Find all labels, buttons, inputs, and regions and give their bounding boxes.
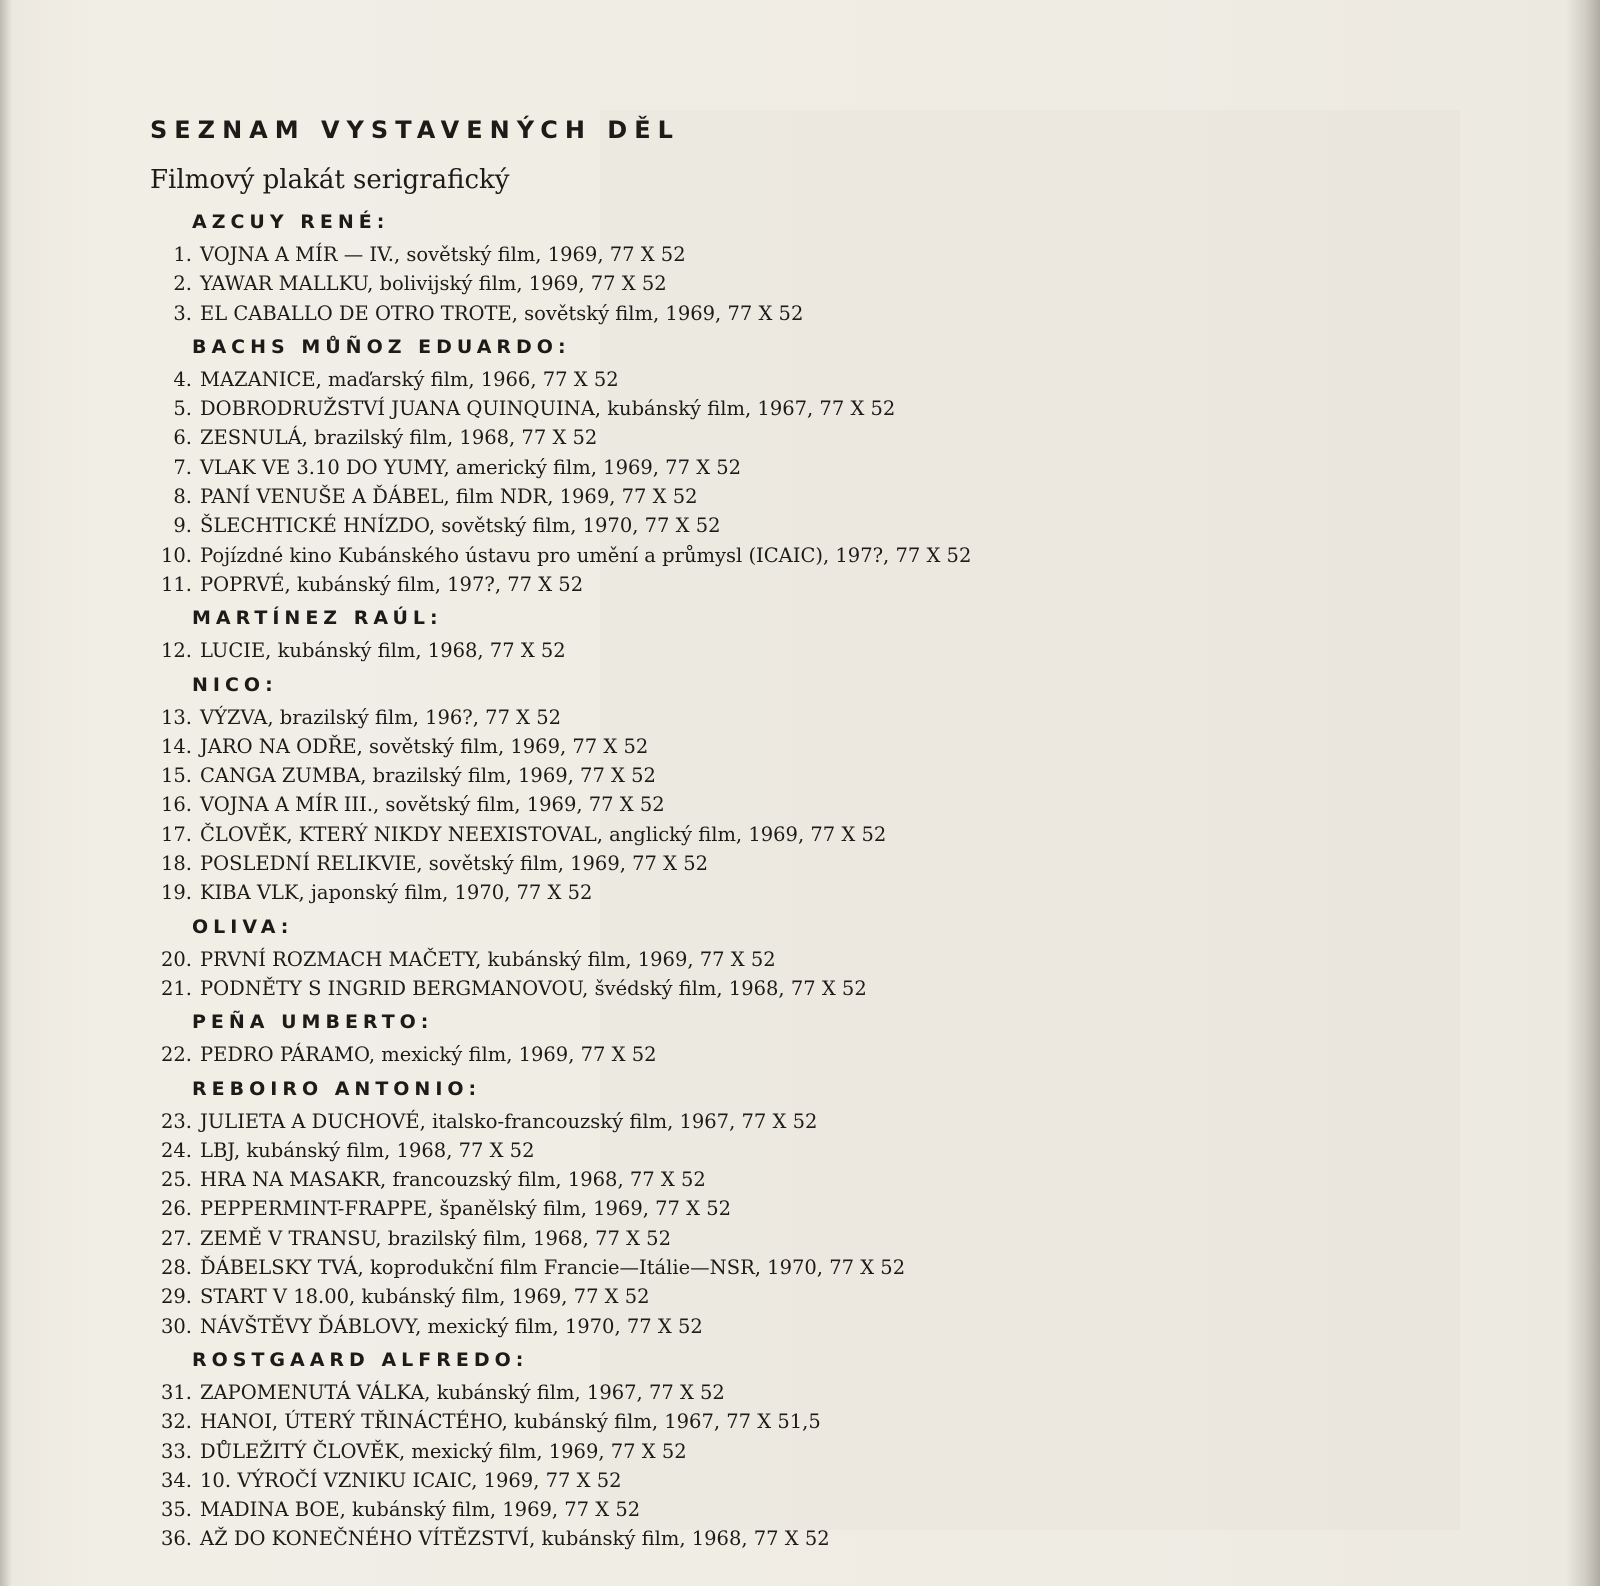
item-number: 19. — [160, 881, 192, 905]
item-number: 22. — [160, 1043, 192, 1067]
list-item — [150, 945, 1150, 974]
list-item — [150, 1407, 1150, 1436]
list-item — [150, 1466, 1150, 1495]
artist-group — [150, 1348, 1150, 1554]
artist-group — [150, 673, 1150, 908]
list-item — [150, 453, 1150, 482]
item-number: 3. — [173, 301, 192, 325]
list-item — [150, 1437, 1150, 1466]
list-item — [150, 849, 1150, 878]
artist-name: NICO: — [192, 673, 278, 696]
item-number: 7. — [173, 455, 192, 479]
item-text: ČLOVĚK, KTERÝ NIKDY NEEXISTOVAL, anglický film, 1969, 77 X 52 — [200, 822, 887, 846]
item-number: 33. — [160, 1439, 192, 1463]
artist-groups — [150, 210, 1150, 1554]
artist-group — [150, 1010, 1150, 1069]
item-text: VÝZVA, brazilský film, 196?, 77 X 52 — [200, 705, 562, 729]
item-number: 32. — [160, 1410, 192, 1434]
list-item — [150, 423, 1150, 452]
item-number: 11. — [160, 572, 192, 596]
item-number: 25. — [160, 1168, 192, 1192]
item-text: POSLEDNÍ RELIKVIE, sovětský film, 1969, 77 X 52 — [200, 852, 709, 876]
item-text: 10. VÝROČÍ VZNIKU ICAIC, 1969, 77 X 52 — [200, 1468, 622, 1492]
artist-group — [150, 1077, 1150, 1341]
list-item — [150, 1253, 1150, 1282]
item-text: PEDRO PÁRAMO, mexický film, 1969, 77 X 52 — [200, 1043, 657, 1067]
artist-name: PEÑA UMBERTO: — [192, 1011, 434, 1034]
item-number: 1. — [173, 243, 192, 266]
list-item — [150, 570, 1150, 599]
item-text: AŽ DO KONEČNÉHO VÍTĚZSTVÍ, kubánský film, 1968, 77 X 52 — [200, 1527, 830, 1551]
artist-group — [150, 210, 1150, 328]
list-item — [150, 511, 1150, 540]
list-item — [150, 1040, 1150, 1069]
item-text: ŠLECHTICKÉ HNÍZDO, sovětský film, 1970, 77 X 52 — [200, 514, 721, 538]
list-item — [150, 636, 1150, 665]
item-text: VLAK VE 3.10 DO YUMY, americký film, 1969, 77 X 52 — [200, 455, 742, 479]
list-item — [150, 820, 1150, 849]
item-text: PODNĚTY S INGRID BERGMANOVOU, švédský film, 1968, 77 X 52 — [200, 976, 867, 1000]
artist-group — [150, 915, 1150, 1004]
item-number: 10. — [160, 543, 192, 567]
item-number: 24. — [160, 1138, 192, 1162]
item-text: CANGA ZUMBA, brazilský film, 1969, 77 X 52 — [200, 764, 656, 788]
list-item — [150, 1194, 1150, 1223]
list-item — [150, 541, 1150, 570]
item-number: 15. — [160, 764, 192, 788]
item-number: 31. — [160, 1380, 192, 1404]
item-text: DŮLEŽITÝ ČLOVĚK, mexický film, 1969, 77 X 52 — [200, 1439, 687, 1463]
list-item — [150, 732, 1150, 761]
item-number: 26. — [160, 1197, 192, 1221]
item-text: Pojízdné kino Kubánského ústavu pro umění a průmysl (ICAIC), 197?, 77 X 52 — [200, 543, 972, 567]
item-number: 6. — [173, 426, 192, 450]
list-item — [150, 1136, 1150, 1165]
item-text: ZAPOMENUTÁ VÁLKA, kubánský film, 1967, 77 X 52 — [200, 1380, 725, 1404]
list-item — [150, 1165, 1150, 1194]
item-number: 27. — [160, 1226, 192, 1250]
list-item — [150, 1312, 1150, 1341]
item-text: ZESNULÁ, brazilský film, 1968, 77 X 52 — [200, 426, 598, 450]
exhibition-list — [150, 114, 1150, 1554]
item-number: 21. — [160, 976, 192, 1000]
item-text: YAWAR MALLKU, bolivijský film, 1969, 77 X 52 — [200, 272, 667, 296]
item-number: 17. — [160, 822, 192, 846]
item-number: 34. — [160, 1468, 192, 1492]
item-number: 12. — [160, 639, 192, 663]
item-number: 16. — [160, 793, 192, 817]
item-text: EL CABALLO DE OTRO TROTE, sovětský film, 1969, 77 X 52 — [200, 301, 804, 325]
list-item — [150, 1107, 1150, 1136]
item-text: PRVNÍ ROZMACH MAČETY, kubánský film, 1969, 77 X 52 — [200, 947, 776, 971]
list-item — [150, 1224, 1150, 1253]
list-item — [150, 269, 1150, 298]
item-text: HANOI, ÚTERÝ TŘINÁCTÉHO, kubánský film, 1967, 77 X 51,5 — [200, 1410, 821, 1434]
list-item — [150, 790, 1150, 819]
item-number: 23. — [160, 1109, 192, 1133]
artist-name: OLIVA: — [192, 915, 294, 938]
item-text: MADINA BOE, kubánský film, 1969, 77 X 52 — [200, 1498, 641, 1522]
item-number: 36. — [160, 1527, 192, 1551]
list-item — [150, 1282, 1150, 1311]
item-number: 5. — [173, 397, 192, 421]
right-page-edge — [1566, 0, 1600, 1586]
item-text: PANÍ VENUŠE A ĎÁBEL, film NDR, 1969, 77 X 52 — [200, 485, 698, 509]
list-item — [150, 1495, 1150, 1524]
artist-name: BACHS MŮÑOZ EDUARDO: — [192, 335, 571, 358]
artist-name: ROSTGAARD ALFREDO: — [192, 1348, 529, 1371]
item-text: LBJ, kubánský film, 1968, 77 X 52 — [200, 1138, 535, 1162]
item-text: HRA NA MASAKR, francouzský film, 1968, 77 X 52 — [200, 1168, 706, 1192]
artist-group — [150, 335, 1150, 599]
item-text: ĎÁBELSKY TVÁ, koprodukční film Francie—Itálie—NSR, 1970, 77 X 52 — [200, 1256, 906, 1280]
item-number: 35. — [160, 1498, 192, 1522]
list-item — [150, 394, 1150, 423]
item-text: VOJNA A MÍR — IV., sovětský film, 1969, 77 X 52 — [200, 243, 686, 266]
list-item — [150, 703, 1150, 732]
item-text: JULIETA A DUCHOVÉ, italsko-francouzský film, 1967, 77 X 52 — [200, 1109, 818, 1133]
list-item — [150, 761, 1150, 790]
item-number: 28. — [160, 1256, 192, 1280]
list-item — [150, 1524, 1150, 1553]
item-text: ZEMĚ V TRANSU, brazilský film, 1968, 77 X 52 — [200, 1226, 671, 1250]
artist-group — [150, 606, 1150, 665]
item-number: 4. — [173, 367, 192, 391]
page-title: SEZNAM VYSTAVENÝCH DĚL — [150, 116, 680, 144]
item-text: NÁVŠTĚVY ĎÁBLOVY, mexický film, 1970, 77 X 52 — [200, 1314, 703, 1338]
item-number: 30. — [160, 1314, 192, 1338]
item-number: 9. — [173, 514, 192, 538]
item-text: JARO NA ODŘE, sovětský film, 1969, 77 X 52 — [200, 734, 649, 758]
item-number: 29. — [160, 1285, 192, 1309]
item-text: VOJNA A MÍR III., sovětský film, 1969, 77 X 52 — [200, 793, 665, 817]
list-item — [150, 299, 1150, 328]
list-item — [150, 974, 1150, 1003]
list-item — [150, 365, 1150, 394]
item-number: 2. — [173, 272, 192, 296]
left-page-edge — [0, 0, 12, 1586]
item-text: START V 18.00, kubánský film, 1969, 77 X 52 — [200, 1285, 650, 1309]
artist-name: REBOIRO ANTONIO: — [192, 1077, 482, 1100]
item-number: 13. — [160, 705, 192, 729]
item-text: DOBRODRUŽSTVÍ JUANA QUINQUINA, kubánský film, 1967, 77 X 52 — [200, 397, 896, 421]
item-text: POPRVÉ, kubánský film, 197?, 77 X 52 — [200, 572, 584, 596]
item-text: MAZANICE, maďarský film, 1966, 77 X 52 — [200, 367, 619, 391]
item-number: 20. — [160, 947, 192, 971]
artist-name: MARTÍNEZ RAÚL: — [192, 607, 443, 630]
item-text: KIBA VLK, japonský film, 1970, 77 X 52 — [200, 881, 593, 905]
list-item — [150, 1378, 1150, 1407]
list-item — [150, 482, 1150, 511]
list-item — [150, 878, 1150, 907]
item-text: PEPPERMINT-FRAPPE, španělský film, 1969, 77 X 52 — [200, 1197, 732, 1221]
item-number: 14. — [160, 734, 192, 758]
item-number: 8. — [173, 485, 192, 509]
item-text: LUCIE, kubánský film, 1968, 77 X 52 — [200, 639, 566, 663]
list-item — [150, 240, 1150, 269]
page-subtitle: Filmový plakát serigrafický — [150, 165, 510, 195]
artist-name: AZCUY RENÉ: — [192, 211, 390, 233]
item-number: 18. — [160, 852, 192, 876]
